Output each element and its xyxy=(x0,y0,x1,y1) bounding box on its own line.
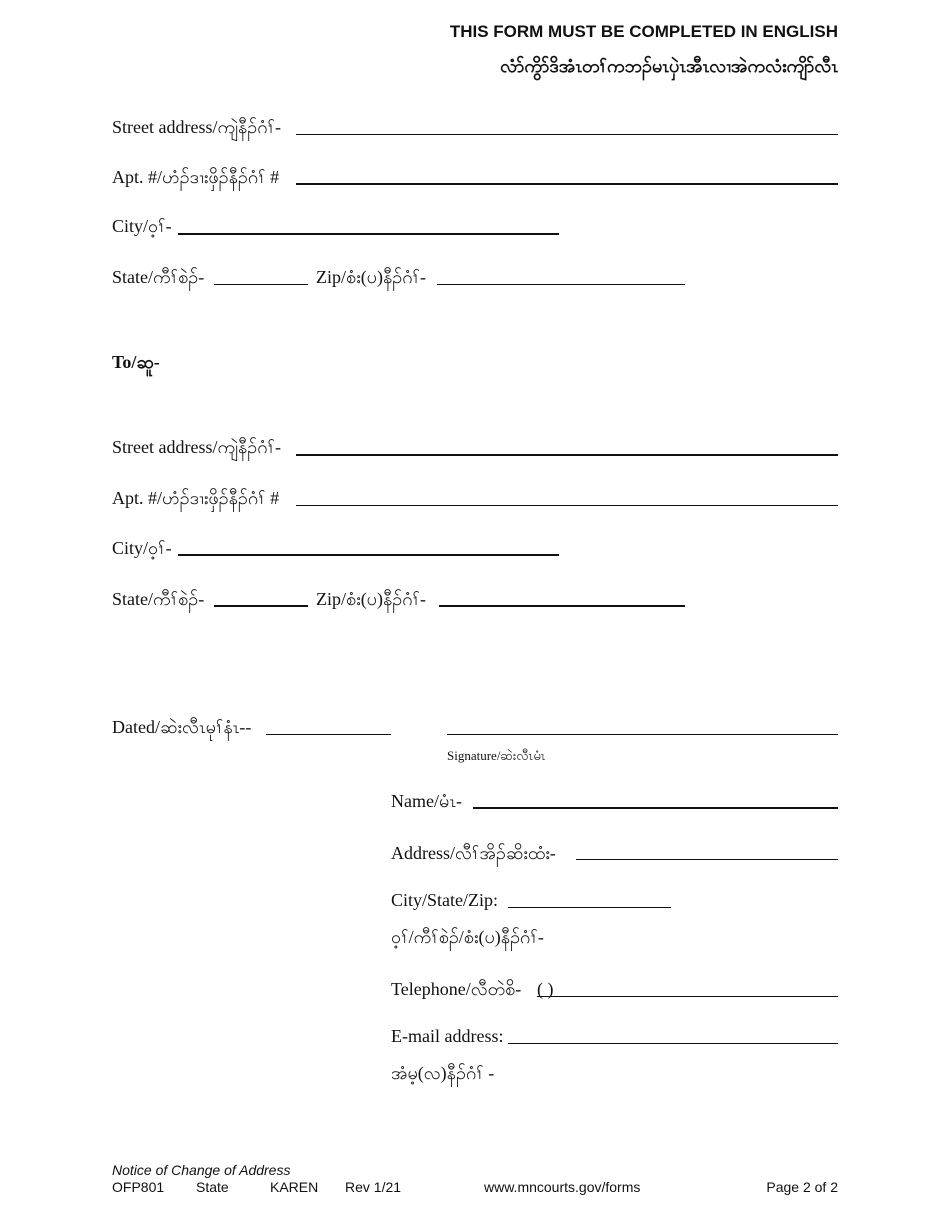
to-heading: To/ဆူ- xyxy=(112,352,160,372)
to-street-field[interactable] xyxy=(296,454,838,456)
from-zip-label: Zip/စံး(ပ)နီၣ်ဂံၢ်- xyxy=(316,267,427,287)
name-label: Name/မံၤ- xyxy=(391,791,463,811)
english-notice: THIS FORM MUST BE COMPLETED IN ENGLISH xyxy=(449,22,838,41)
to-apt-label: Apt. #/ဟံၣ်ဒၢးဖှိၣ်နီၣ်ဂံၢ် # xyxy=(112,488,280,508)
signature-field[interactable] xyxy=(447,734,838,735)
from-apt-field[interactable] xyxy=(296,183,838,185)
footer-jurisdiction: State xyxy=(196,1179,229,1195)
footer-language: KAREN xyxy=(270,1179,319,1195)
telephone-label: Telephone/လီတဲစိ- xyxy=(391,979,522,999)
from-city-label: City/ဝ့ၢ်- xyxy=(112,216,172,236)
to-city-field[interactable] xyxy=(178,554,559,556)
email-label: E-mail address: xyxy=(391,1026,504,1046)
city-state-zip-karen-label: ဝ့ၢ်/ကီၢ်စဲၣ်/စံး(ပ)နီၣ်ဂံၢ်- xyxy=(391,927,544,947)
to-state-label: State/ကီၢ်စဲၣ်- xyxy=(112,589,205,609)
dated-label: Dated/ဆဲးလီၤမုၢ်နံၤ-- xyxy=(112,717,252,737)
address-field[interactable] xyxy=(576,859,838,860)
footer-revision: Rev 1/21 xyxy=(345,1179,402,1195)
from-apt-label: Apt. #/ဟံၣ်ဒၢးဖှိၣ်နီၣ်ဂံၢ် # xyxy=(112,167,280,187)
from-zip-field[interactable] xyxy=(437,284,685,285)
footer-title: Notice of Change of Address xyxy=(112,1162,291,1178)
footer-page-number: Page 2 of 2 xyxy=(766,1179,838,1195)
to-zip-field[interactable] xyxy=(439,605,685,607)
to-state-field[interactable] xyxy=(214,605,308,607)
to-zip-label: Zip/စံး(ပ)နီၣ်ဂံၢ်- xyxy=(316,589,427,609)
city-state-zip-field[interactable] xyxy=(508,907,671,908)
telephone-area-code: ( ) xyxy=(537,979,554,999)
from-state-label: State/ကီၢ်စဲၣ်- xyxy=(112,267,205,287)
city-state-zip-label: City/State/Zip: xyxy=(391,890,498,910)
email-karen-label: အံမ့(လ)နီၣ်ဂံၢ် - xyxy=(391,1063,495,1083)
from-state-field[interactable] xyxy=(214,284,308,285)
footer-url[interactable]: www.mncourts.gov/forms xyxy=(484,1179,641,1195)
telephone-field[interactable] xyxy=(537,996,838,997)
to-city-label: City/ဝ့ၢ်- xyxy=(112,538,172,558)
name-field[interactable] xyxy=(473,807,838,809)
from-street-field[interactable] xyxy=(296,134,838,135)
from-street-label: Street address/ကျဲနီၣ်ဂံၢ်- xyxy=(112,117,281,137)
to-street-label: Street address/ကျဲနီၣ်ဂံၢ်- xyxy=(112,437,281,457)
email-field[interactable] xyxy=(508,1043,838,1044)
dated-field[interactable] xyxy=(266,734,391,735)
footer-form-code: OFP801 xyxy=(112,1179,165,1195)
address-label: Address/လီၢ်အိၣ်ဆိးထံး- xyxy=(391,843,556,863)
karen-notice: လံာ်ကွိာ်ဒိအံၤတၢ်ကဘၣ်မၤပှဲၤအီၤလၢအဲကလံးကျိာ်လီၤ xyxy=(500,56,838,76)
from-city-field[interactable] xyxy=(178,233,559,235)
signature-label: Signature/ဆဲးလီၤမံၤ xyxy=(447,748,546,763)
to-apt-field[interactable] xyxy=(296,505,838,506)
